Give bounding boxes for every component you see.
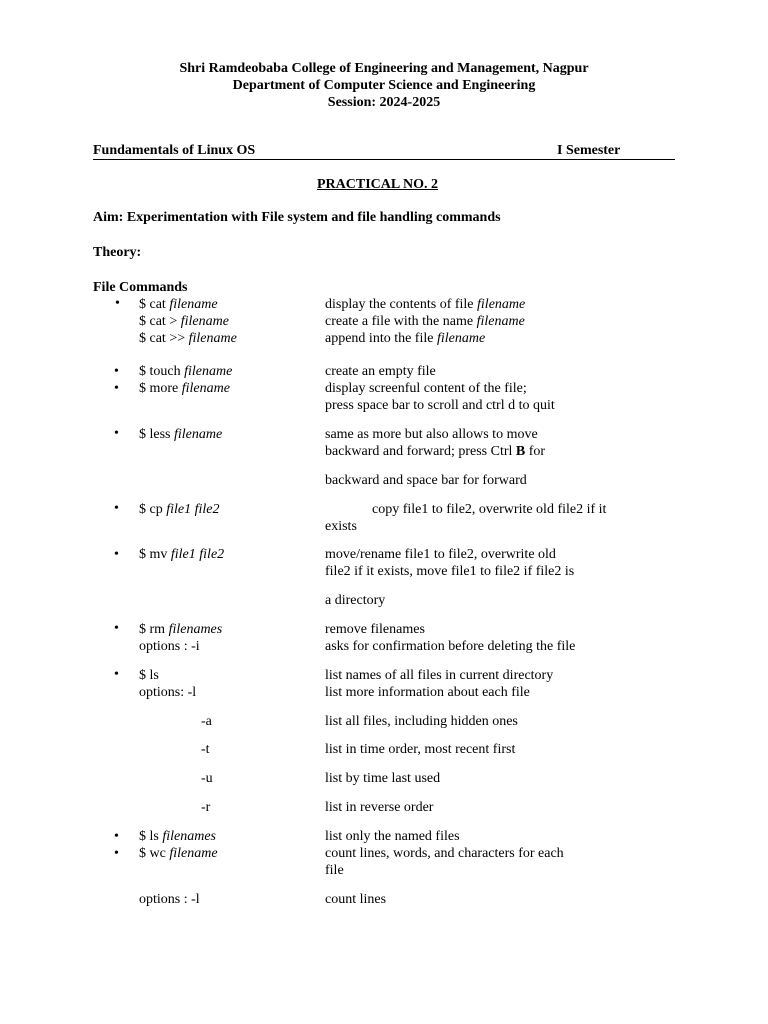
desc-wc-option-l: count lines bbox=[325, 892, 387, 907]
session: Session: 2024-2025 bbox=[327, 95, 441, 110]
aim: Aim: Experimentation with File system and file handling commands bbox=[93, 210, 501, 225]
desc-wc-2: file bbox=[325, 863, 344, 878]
cmd-rm: $ rm filenames bbox=[139, 622, 223, 637]
desc-ls-option-t: list in time order, most recent first bbox=[325, 742, 516, 757]
desc-wc-1: count lines, words, and characters for each bbox=[325, 846, 564, 861]
bullet-icon bbox=[114, 828, 119, 845]
course-name: Fundamentals of Linux OS bbox=[93, 143, 256, 158]
cmd-cat-create: $ cat > filename bbox=[139, 314, 229, 329]
desc-ls-option-l: list more information about each file bbox=[325, 685, 530, 700]
bullet-icon bbox=[114, 620, 119, 637]
desc-ls: list names of all files in current directory bbox=[325, 668, 554, 683]
bullet-icon bbox=[114, 546, 119, 563]
desc-mv-1: move/rename file1 to file2, overwrite old bbox=[325, 547, 556, 562]
desc-cat: display the contents of file filename bbox=[325, 297, 526, 312]
desc-cat-create: create a file with the name filename bbox=[325, 314, 525, 329]
theory-heading: Theory: bbox=[93, 245, 142, 260]
desc-ls-filenames: list only the named files bbox=[325, 829, 460, 844]
section-title: File Commands bbox=[93, 280, 188, 295]
desc-cp-1: copy file1 to file2, overwrite old file2 if it bbox=[372, 502, 607, 517]
desc-rm-option: asks for confirmation before deleting the file bbox=[325, 639, 576, 654]
cmd-ls: $ ls bbox=[139, 668, 159, 683]
cmd-cp: $ cp file1 file2 bbox=[139, 502, 220, 517]
desc-more-2: press space bar to scroll and ctrl d to quit bbox=[325, 398, 555, 413]
practical-title: PRACTICAL NO. 2 bbox=[317, 177, 438, 192]
cmd-ls-filenames: $ ls filenames bbox=[139, 829, 216, 844]
ls-option-l: options: -l bbox=[139, 685, 197, 700]
ls-option-a: -a bbox=[201, 714, 212, 729]
bullet-icon bbox=[114, 845, 119, 862]
bullet-icon bbox=[114, 380, 119, 397]
cmd-less: $ less filename bbox=[139, 427, 223, 442]
desc-less-1: same as more but also allows to move bbox=[325, 427, 538, 442]
cmd-wc: $ wc filename bbox=[139, 846, 218, 861]
bullet-icon bbox=[114, 363, 119, 380]
ls-option-u: -u bbox=[201, 771, 213, 786]
desc-touch: create an empty file bbox=[325, 364, 436, 379]
department-name: Department of Computer Science and Engineering bbox=[232, 78, 536, 93]
desc-cat-append: append into the file filename bbox=[325, 331, 486, 346]
cmd-touch: $ touch filename bbox=[139, 364, 233, 379]
ls-option-r: -r bbox=[201, 800, 211, 815]
desc-ls-option-a: list all files, including hidden ones bbox=[325, 714, 518, 729]
desc-rm: remove filenames bbox=[325, 622, 425, 637]
cmd-mv: $ mv file1 file2 bbox=[139, 547, 225, 562]
desc-more-1: display screenful content of the file; bbox=[325, 381, 527, 396]
desc-ls-option-u: list by time last used bbox=[325, 771, 441, 786]
rm-option: options : -i bbox=[139, 639, 200, 654]
header-rule bbox=[93, 159, 675, 160]
cmd-cat-append: $ cat >> filename bbox=[139, 331, 237, 346]
bullet-icon bbox=[114, 666, 119, 683]
desc-less-2: backward and forward; press Ctrl B for bbox=[325, 444, 546, 459]
desc-mv-3: a directory bbox=[325, 593, 386, 608]
college-name: Shri Ramdeobaba College of Engineering and Management, Nagpur bbox=[179, 61, 589, 76]
desc-mv-2: file2 if it exists, move file1 to file2 if file2 is bbox=[325, 564, 575, 579]
bullet-icon bbox=[114, 425, 119, 442]
ls-option-t: -t bbox=[201, 742, 210, 757]
bullet-icon bbox=[114, 500, 119, 517]
semester: I Semester bbox=[557, 143, 621, 158]
wc-option-l: options : -l bbox=[139, 892, 200, 907]
bullet-icon bbox=[115, 295, 120, 312]
desc-cp-2: exists bbox=[325, 519, 357, 534]
desc-less-3: backward and space bar for forward bbox=[325, 473, 527, 488]
cmd-more: $ more filename bbox=[139, 381, 230, 396]
cmd-cat: $ cat filename bbox=[139, 297, 218, 312]
desc-ls-option-r: list in reverse order bbox=[325, 800, 434, 815]
